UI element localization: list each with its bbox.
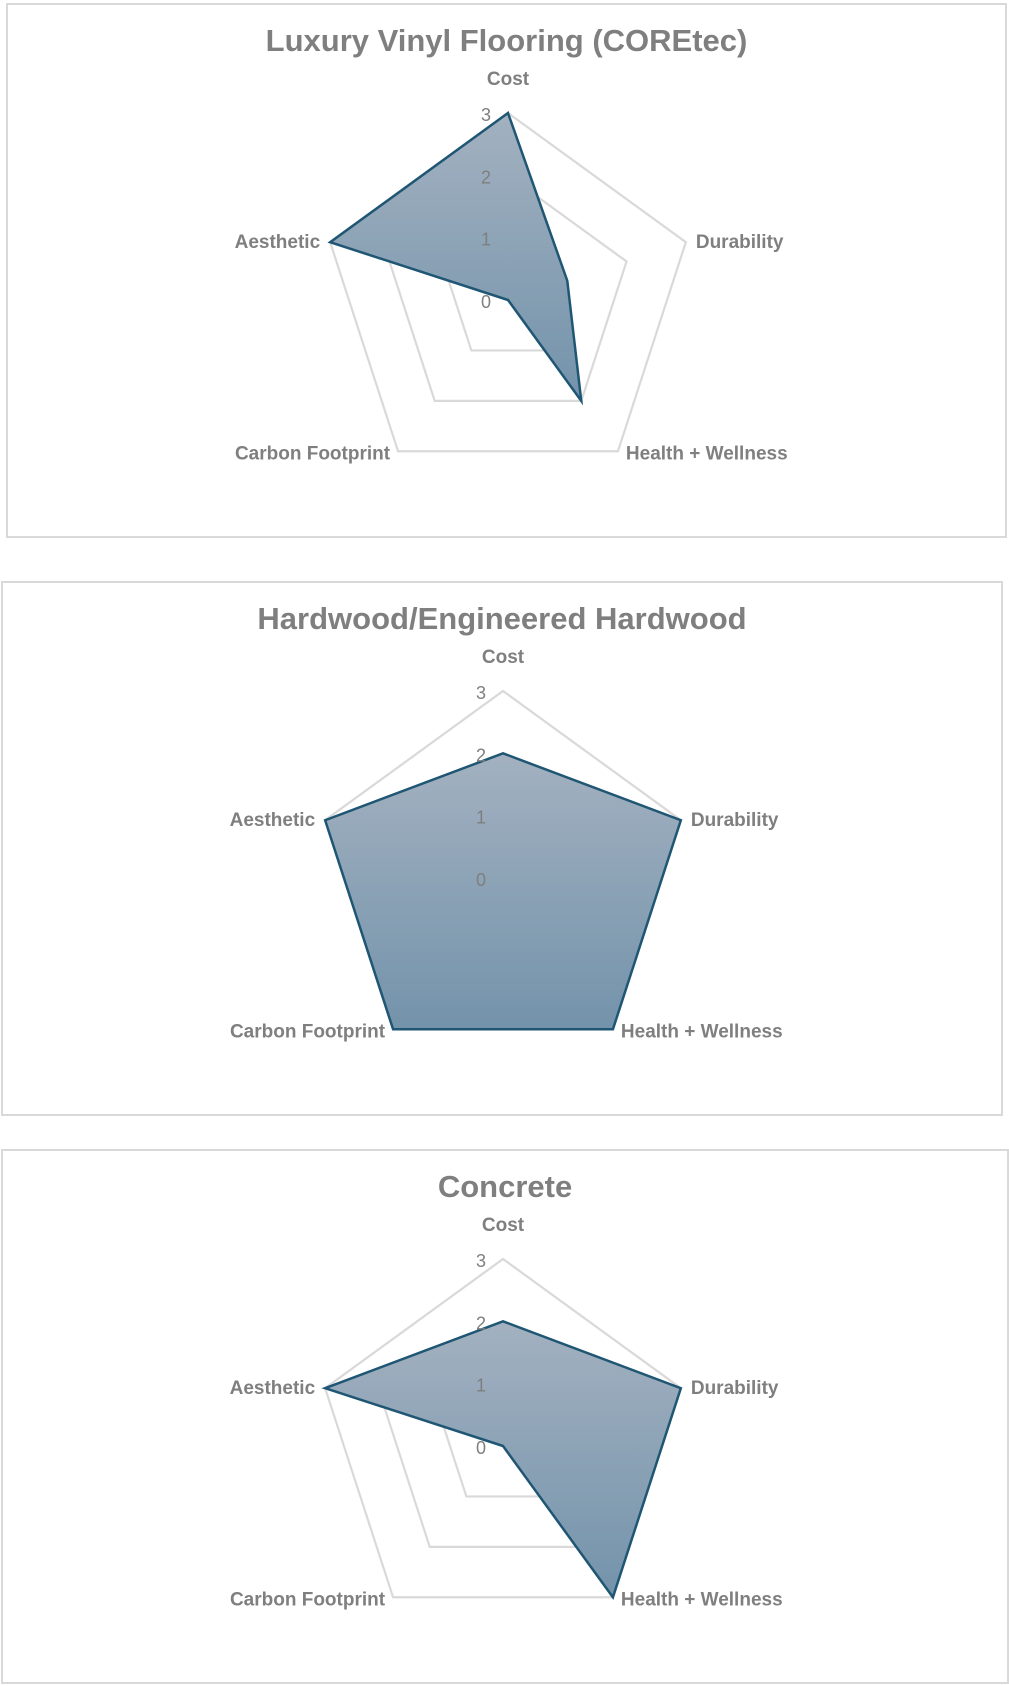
- axis-label: Aesthetic: [234, 232, 321, 254]
- tick-label: 3: [480, 105, 492, 125]
- series-polygon: [325, 753, 681, 1029]
- axis-label: Health + Wellness: [620, 1021, 783, 1043]
- tick-label: 2: [480, 167, 492, 188]
- axis-label: Carbon Footprint: [234, 443, 391, 465]
- tick-label: 0: [480, 292, 492, 312]
- axis-label: Health + Wellness: [620, 1589, 783, 1611]
- tick-label: 1: [480, 229, 492, 250]
- radar-chart-lvf: [6, 3, 1007, 538]
- tick-label: 3: [475, 683, 487, 703]
- radar-chart-hardwood: [1, 581, 1003, 1116]
- tick-label: 0: [475, 870, 487, 890]
- axis-label: Durability: [690, 1378, 779, 1400]
- chart-title: Hardwood/Engineered Hardwood: [257, 601, 747, 636]
- axis-label: Aesthetic: [229, 1378, 316, 1400]
- tick-label: 1: [475, 807, 487, 828]
- tick-label: 3: [475, 1251, 487, 1271]
- tick-label: 1: [475, 1375, 487, 1396]
- tick-label: 2: [475, 745, 487, 766]
- radar-plot: [3, 1151, 1009, 1686]
- axis-label: Aesthetic: [229, 810, 316, 832]
- tick-label: 2: [475, 1313, 487, 1334]
- axis-label: Cost: [481, 1215, 525, 1236]
- tick-label: 0: [475, 1438, 487, 1458]
- axis-label: Carbon Footprint: [229, 1021, 386, 1043]
- axis-label: Durability: [690, 810, 779, 832]
- radar-plot: [3, 583, 1005, 1118]
- chart-title: Luxury Vinyl Flooring (COREtec): [265, 23, 748, 58]
- axis-label: Cost: [481, 647, 525, 668]
- axis-label: Durability: [695, 232, 784, 254]
- axis-label: Carbon Footprint: [229, 1589, 386, 1611]
- radar-chart-concrete: [1, 1149, 1009, 1684]
- axis-label: Health + Wellness: [625, 443, 788, 465]
- axis-label: Cost: [486, 69, 530, 90]
- chart-title: Concrete: [437, 1169, 573, 1204]
- radar-plot: [8, 5, 1009, 540]
